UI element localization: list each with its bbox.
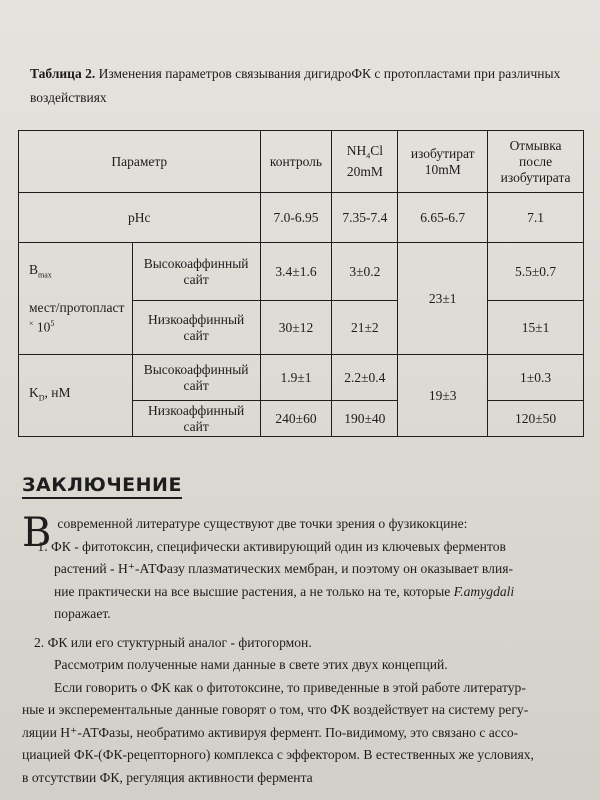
table-caption-label: Таблица 2. <box>30 66 96 81</box>
header-control: контроль <box>260 131 332 193</box>
table-caption-text: Изменения параметров связывания дигидроФК с протопластами при различных воздействиях <box>30 66 561 105</box>
cell-bmax-low-washout: 15±1 <box>488 301 584 355</box>
table-caption <box>30 62 570 110</box>
header-nh4cl: $NH_4Cl$ 20mM <box>332 131 398 193</box>
row-sublabel-high-affinity-kd: Высокоаффинный сайт <box>132 355 260 401</box>
header-isobutyrate: изобутират 10mM <box>398 131 488 193</box>
cell-kd-high-washout: 1±0.3 <box>488 355 584 401</box>
cell-phc-washout: 7.1 <box>488 193 584 243</box>
header-washout: Отмывка после изобутирата <box>488 131 584 193</box>
cell-kd-low-washout: 120±50 <box>488 401 584 437</box>
row-sublabel-high-affinity: Высокоаффинный сайт <box>132 243 260 301</box>
cell-bmax-low-nh4cl: 21±2 <box>332 301 398 355</box>
list-item-1: 1. ФК - фитотоксин, специфически активирующий один из ключевых ферментов растений - Н⁺-АТФазу плазматических мембран, и поэтому он оказывает влия- ние практически на все высшие растения, а не только на те, которые F.amygdali поражает. <box>37 538 515 621</box>
paragraph-3: Если говорить о ФК как о фитотоксине, то приведенные в этой работе литератур- ные и эксперементальные данные говорят о том, что ФК воздействует на систему регу- ляции Н⁺-АТФазы, необратимо активируя фермент. По-видимому, это связано с ассо- циацией ФК-(ФК-рецепторного) комплекса с эффектором. В естественных же условиях, в отсутствии ФК, регуляция активности фермента <box>22 679 534 785</box>
cell-bmax-isobutyrate: 23±1 <box>398 243 488 355</box>
drop-cap: В <box>22 510 52 556</box>
intro-paragraph: Всовременной литературе существуют две точки зрения о фузикокцине: <box>22 510 468 556</box>
paragraph-2: Рассмотрим полученные нами данные в свете этих двух концепций. <box>54 657 448 672</box>
header-parameter: Параметр <box>19 131 261 193</box>
row-sublabel-low-affinity-kd: Низкоаффинный сайт <box>132 401 260 437</box>
row-label-bmax: $B_{max}$ мест/протопласт × $10^5$ <box>19 243 133 355</box>
table-row-bmax-high <box>19 243 584 301</box>
cell-kd-high-nh4cl: 2.2±0.4 <box>332 355 398 401</box>
cell-kd-isobutyrate: 19±3 <box>398 355 488 437</box>
cell-phc-control: 7.0-6.95 <box>260 193 332 243</box>
cell-bmax-low-control: 30±12 <box>260 301 332 355</box>
table-row-phc <box>19 193 584 243</box>
cell-kd-low-nh4cl: 190±40 <box>332 401 398 437</box>
row-sublabel-low-affinity: Низкоаффинный сайт <box>132 301 260 355</box>
cell-bmax-high-nh4cl: 3±0.2 <box>332 243 398 301</box>
cell-phc-nh4cl: 7.35-7.4 <box>332 193 398 243</box>
table-row-kd-high <box>19 355 584 401</box>
section-heading: ЗАКЛЮЧЕНИЕ <box>22 474 182 499</box>
row-label-kd: $K_D$, нМ <box>19 355 133 437</box>
binding-parameters-table <box>18 130 584 437</box>
cell-phc-isobutyrate: 6.65-6.7 <box>398 193 488 243</box>
species-name: F.amygdali <box>453 583 515 599</box>
table-header-row <box>19 131 584 193</box>
cell-bmax-high-washout: 5.5±0.7 <box>488 243 584 301</box>
cell-kd-high-control: 1.9±1 <box>260 355 332 401</box>
conclusion-body <box>22 510 590 789</box>
cell-bmax-high-control: 3.4±1.6 <box>260 243 332 301</box>
list-item-2: 2. ФК или его стуктурный аналог - фитогормон. <box>34 634 312 650</box>
row-label-phc: pHc <box>19 193 261 243</box>
cell-kd-low-control: 240±60 <box>260 401 332 437</box>
